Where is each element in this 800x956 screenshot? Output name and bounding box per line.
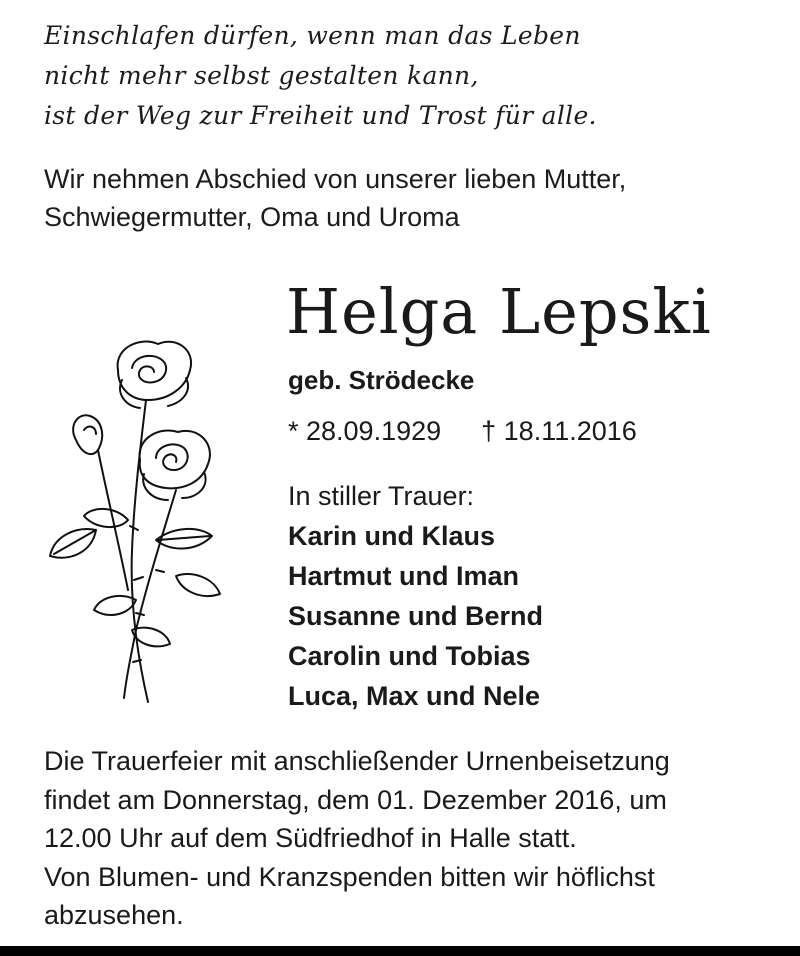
motto-line: Einschlafen dürfen, wenn man das Leben (44, 21, 581, 50)
details-line: Von Blumen- und Kranzspenden bitten wir höflichst (44, 861, 655, 892)
rose-drawing-icon (36, 330, 236, 710)
birth-date: * 28.09.1929 (288, 416, 442, 446)
motto-quote (44, 16, 764, 136)
farewell-intro (44, 160, 764, 236)
details-line: Die Trauerfeier mit anschließender Urnenbeisetzung (44, 746, 670, 776)
mourner-name: Luca, Max und Nele (288, 681, 541, 711)
mourners-list (288, 476, 768, 716)
mourner-name: Hartmut und Iman (288, 561, 520, 591)
details-line: abzusehen. (44, 900, 184, 930)
motto-line: nicht mehr selbst gestalten kann, (44, 61, 479, 90)
life-dates (288, 412, 637, 450)
bottom-border (0, 946, 800, 956)
intro-line: Wir nehmen Abschied von unserer lieben Mutter, (44, 164, 627, 194)
ceremony-details (44, 742, 774, 935)
mourner-name: Karin und Klaus (288, 521, 496, 551)
details-line: 12.00 Uhr auf dem Südfriedhof in Halle statt. (44, 823, 577, 853)
mourner-name: Carolin und Tobias (288, 641, 531, 671)
maiden-name: geb. Strödecke (288, 365, 475, 395)
details-line: findet am Donnerstag, dem 01. Dezember 2016, um (44, 784, 667, 815)
death-date: † 18.11.2016 (481, 416, 637, 446)
intro-line: Schwiegermutter, Oma und Uroma (44, 202, 460, 232)
mourner-name: Susanne und Bernd (288, 601, 544, 631)
motto-line: ist der Weg zur Freiheit und Trost für alle. (44, 101, 597, 130)
deceased-name: Helga Lepski (286, 275, 712, 348)
mourners-heading: In stiller Trauer: (288, 481, 475, 511)
